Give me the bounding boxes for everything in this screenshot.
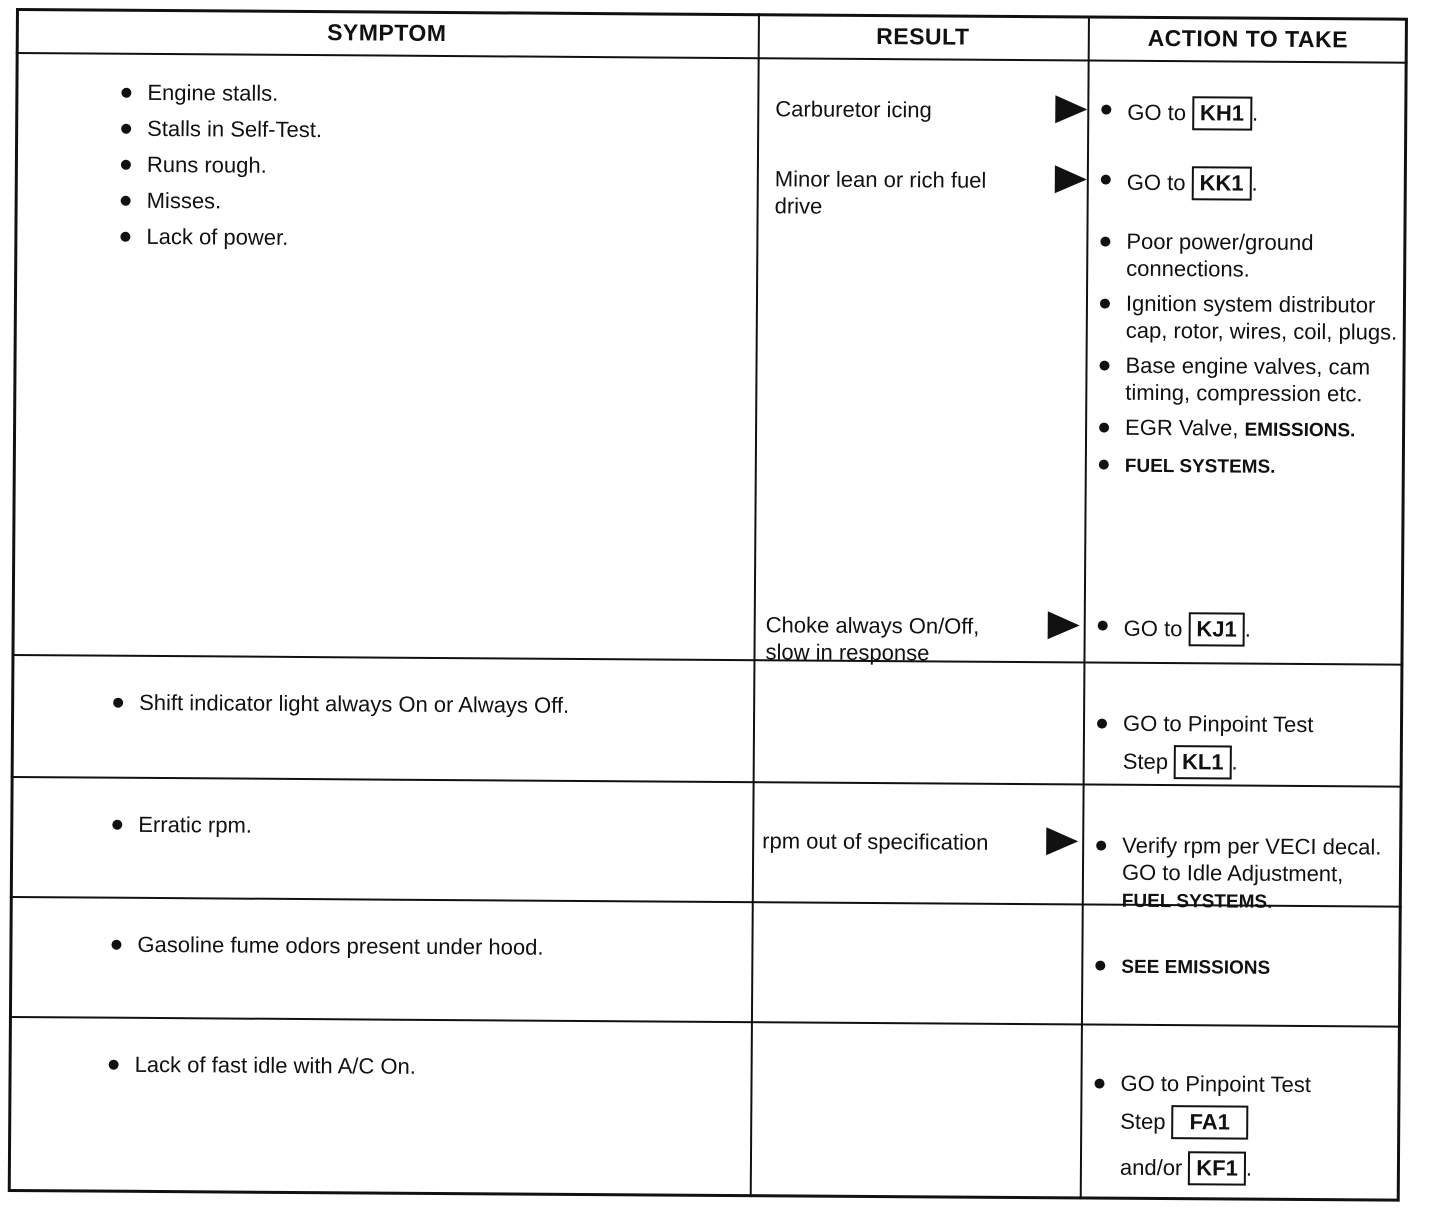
fuel-systems-ref: FUEL SYSTEMS. [1124,455,1276,478]
go-to-label: GO to [1127,99,1187,126]
code-box-kf1: KF1 [1188,1151,1246,1185]
row4-symptom: Gasoline fume odors present under hood. [109,931,729,962]
list-item: Stalls in Self-Test. [119,115,679,146]
row5-symptom: Lack of fast idle with A/C On. [107,1051,727,1082]
list-item: Lack of power. [118,223,678,254]
code-box-fa1: FA1 [1171,1105,1248,1140]
list-item: Poor power/ground connections. [1098,228,1398,284]
row1-symptom-list [118,79,679,263]
list-item [1097,451,1397,482]
arrow-icon [1055,95,1087,123]
row3-action: Verify rpm per VECI decal. GO to Idle Adjustment, FUEL SYSTEMS. [1094,832,1395,925]
action-check-list [1097,228,1399,490]
row2-action: GO to Pinpoint Test Step KL1 . [1095,710,1395,781]
row2-symptom: Shift indicator light always On or Always Off. [111,689,731,720]
row3-symptom: Erratic rpm. [110,811,730,842]
emissions-ref: EMISSIONS. [1244,419,1356,442]
code-box-kl1: KL1 [1174,745,1232,779]
arrow-icon [1055,165,1087,193]
code-box-kk1: KK1 [1191,166,1251,200]
code-box-kj1: KJ1 [1188,612,1245,646]
list-item: Misses. [119,187,679,218]
code-box-kh1: KH1 [1192,96,1252,130]
list-item: Ignition system distributor cap, rotor, wires, coil, plugs. [1098,290,1398,346]
arrow-icon [1048,611,1080,639]
header-symptom: SYMPTOM [327,18,447,46]
result-carburetor-icing: Carburetor icing [775,96,932,123]
arrow-icon [1046,827,1078,855]
result-lean-rich: Minor lean or rich fuel drive [774,166,987,219]
troubleshooting-table [8,8,1408,1202]
go-to-label: GO to [1123,615,1183,642]
list-item: Runs rough. [119,151,679,182]
header-action: ACTION TO TAKE [1147,24,1349,52]
action-kh1: GO to KH1 . [1099,96,1399,140]
row5-action: GO to Pinpoint Test Step FA1 and/or KF1 . [1092,1070,1393,1187]
list-item: Base engine valves, cam timing, compression etc. [1097,352,1397,408]
header-result: RESULT [876,22,970,50]
go-to-label: GO to [1126,169,1186,196]
action-kj1: GO to KJ1 . [1096,612,1396,656]
action-kk1: GO to KK1 . [1099,166,1399,210]
list-item: Engine stalls. [119,79,679,110]
row4-action: SEE EMISSIONS [1093,952,1393,991]
result-choke: Choke always On/Off, slow in response [765,612,980,666]
list-item: EGR Valve, EMISSIONS. [1097,414,1397,445]
result-rpm: rpm out of specification [762,828,989,855]
fuel-systems-ref: FUEL SYSTEMS. [1121,890,1273,913]
